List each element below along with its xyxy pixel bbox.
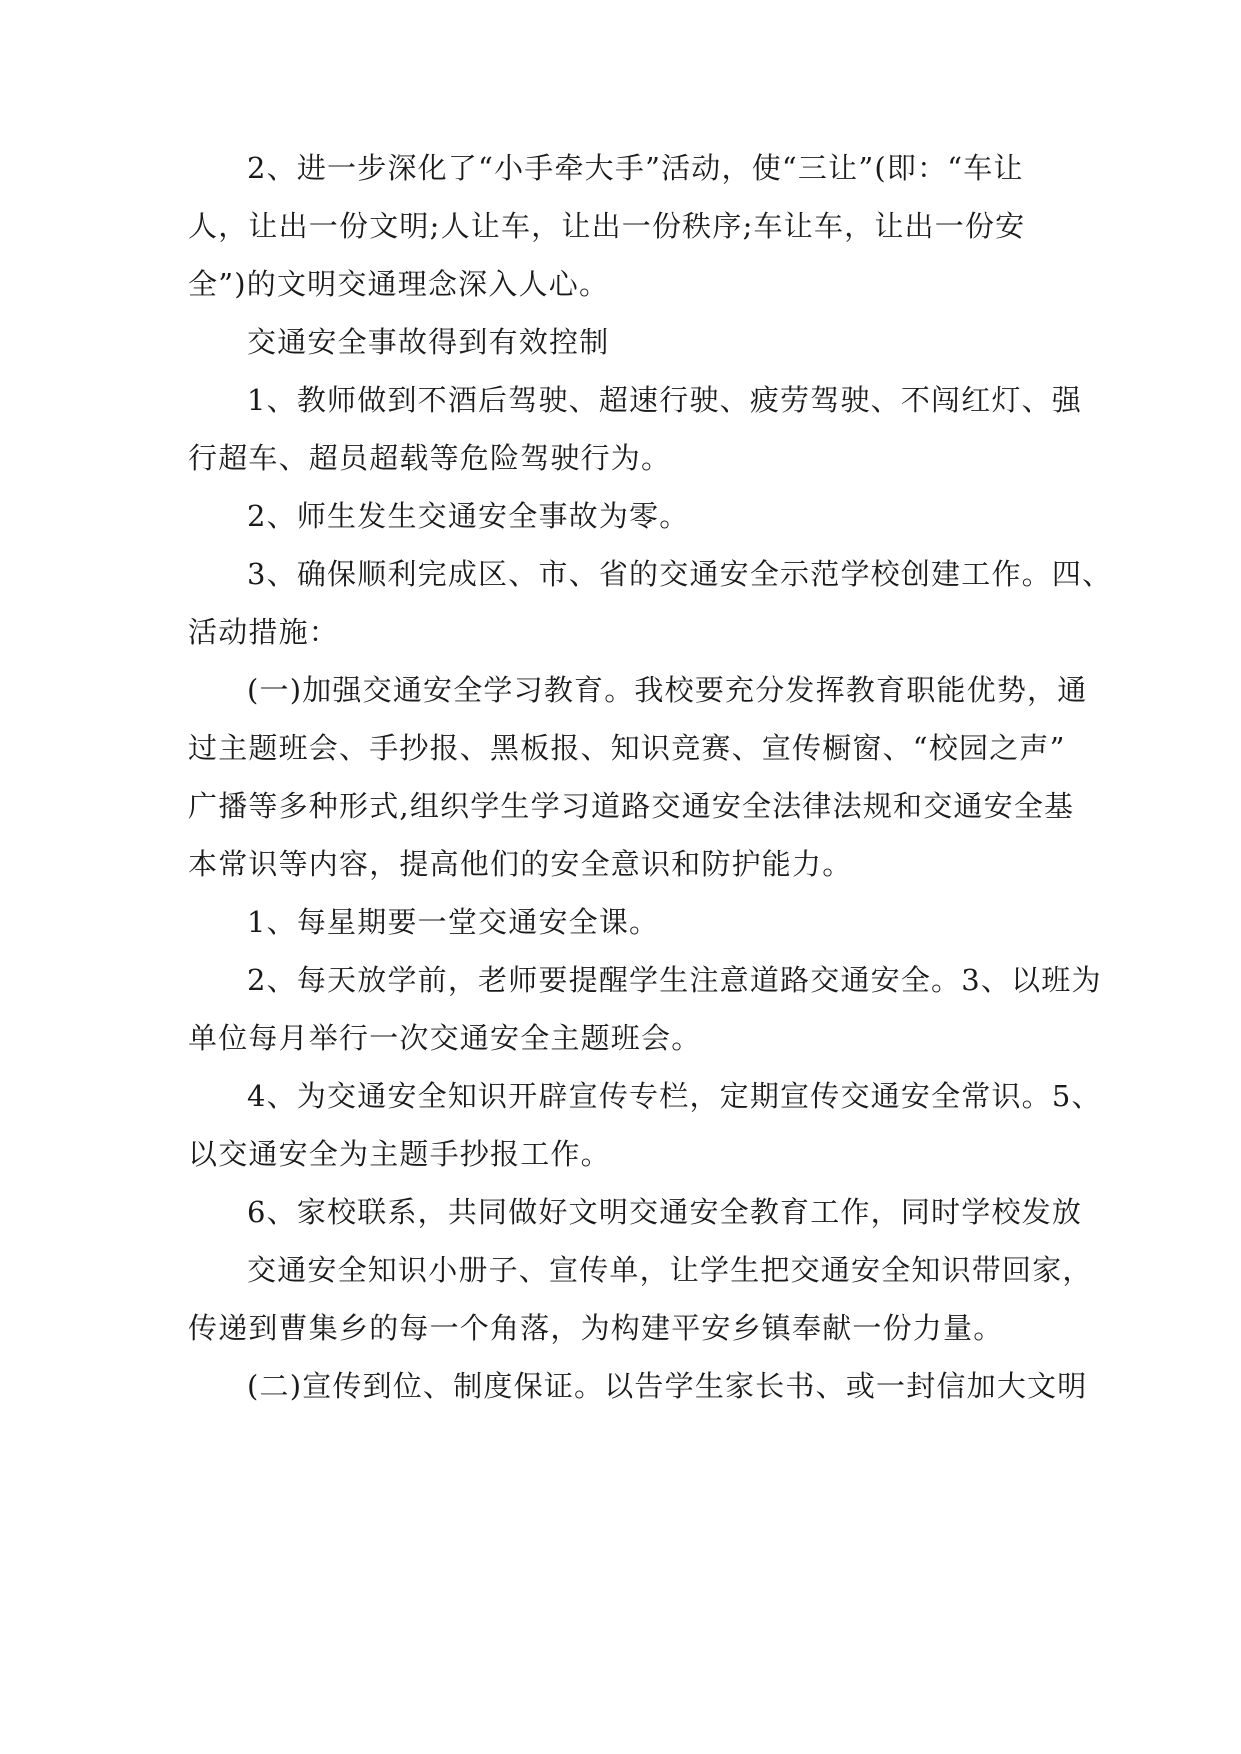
section-heading: 交通安全事故得到有效控制 bbox=[247, 325, 610, 359]
text-line-21: 传递到曹集乡的每一个角落，为构建平安乡镇奉献一份力量。 bbox=[188, 1311, 1004, 1345]
text-line-22: (二)宣传到位、制度保证。以告学生家长书、或一封信加大文明 bbox=[247, 1369, 1088, 1403]
text-line-3: 全”)的文明交通理念深入人心。 bbox=[188, 267, 610, 301]
text-line-14: 1、每星期要一堂交通安全课。 bbox=[247, 905, 660, 939]
text-line-7: 2、师生发生交通安全事故为零。 bbox=[247, 499, 690, 533]
text-line-6: 行超车、超员超载等危险驾驶行为。 bbox=[188, 441, 672, 475]
text-line-9: 活动措施： bbox=[188, 615, 340, 649]
text-line-20: 交通安全知识小册子、宣传单，让学生把交通安全知识带回家， bbox=[247, 1253, 1093, 1287]
text-line-5: 1、教师做到不酒后驾驶、超速行驶、疲劳驾驶、不闯红灯、强 bbox=[247, 383, 1083, 417]
text-line-2: 人，让出一份文明;人让车，让出一份秩序;车让车，让出一份安 bbox=[188, 209, 1026, 243]
text-line-1: 2、进一步深化了“小手牵大手”活动，使“三让”(即：“车让 bbox=[247, 151, 1024, 185]
text-line-11: 过主题班会、手抄报、黑板报、知识竞赛、宣传橱窗、“校园之声” bbox=[188, 731, 1066, 765]
text-line-10: (一)加强交通安全学习教育。我校要充分发挥教育职能优势，通 bbox=[247, 673, 1088, 707]
text-line-13: 本常识等内容，提高他们的安全意识和防护能力。 bbox=[188, 847, 853, 881]
text-line-17: 4、为交通安全知识开辟宣传专栏，定期宣传交通安全常识。5、 bbox=[247, 1079, 1102, 1113]
text-line-12: 广播等多种形式,组织学生学习道路交通安全法律法规和交通安全基 bbox=[188, 789, 1075, 823]
text-line-15: 2、每天放学前，老师要提醒学生注意道路交通安全。3、以班为 bbox=[247, 963, 1102, 997]
text-line-16: 单位每月举行一次交通安全主题班会。 bbox=[188, 1021, 702, 1055]
text-line-8: 3、确保顺利完成区、市、省的交通安全示范学校创建工作。四、 bbox=[247, 557, 1113, 591]
text-line-18: 以交通安全为主题手抄报工作。 bbox=[188, 1137, 611, 1171]
text-line-19: 6、家校联系，共同做好文明交通安全教育工作，同时学校发放 bbox=[247, 1195, 1083, 1229]
